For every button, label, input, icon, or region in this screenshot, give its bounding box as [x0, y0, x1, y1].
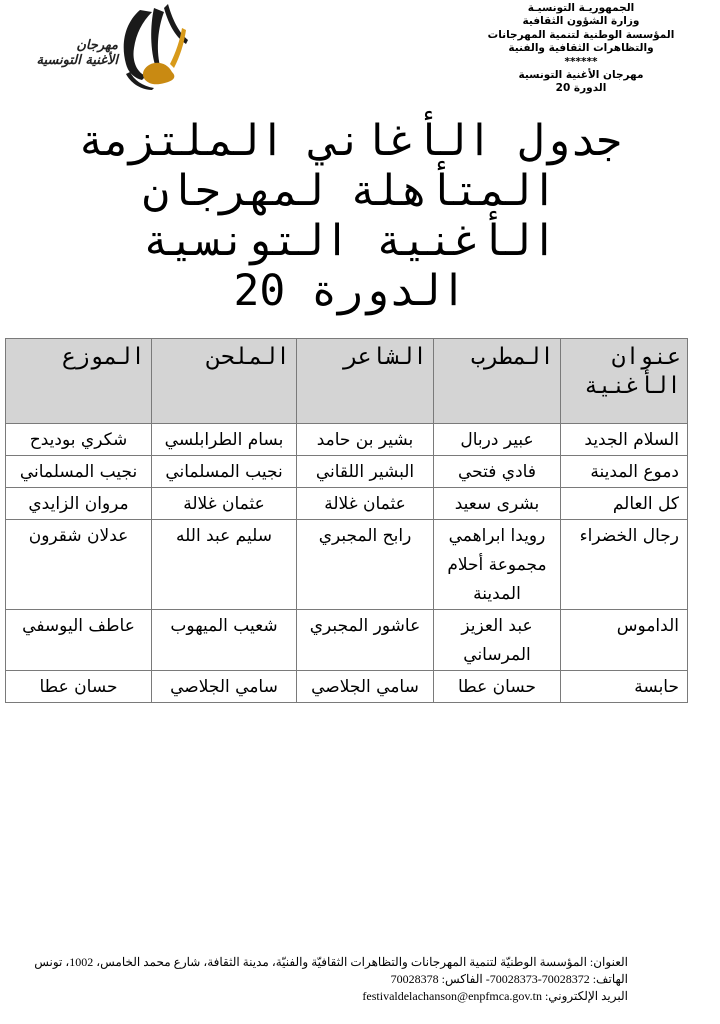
header-line: وزارة الشؤون الثقافية: [522, 15, 640, 28]
logo-line-2: الأغنية التونسية: [36, 53, 118, 68]
footer-address: العنوان: المؤسسة الوطنيّة لتنمية المهرجانات والتظاهرات الثقافيّة والفنيّة، مدينة الثقافة، شارع محمد الخامس، 1002، تونس: [34, 955, 628, 969]
cell-song-title: كل العالم: [561, 488, 688, 520]
header-line: مهرجان الأغنية التونسية: [518, 69, 644, 82]
cell-singer: فادي فتحي: [434, 456, 561, 488]
footer-email: البريد الإلكتروني: festivaldelachanson@enpfmca.gov.tn: [362, 989, 628, 1003]
document-title: [30, 116, 670, 316]
footer-phone: الهاتف: 70028372-70028373- الفاكس: 70028378: [390, 972, 628, 986]
header-line: المؤسسة الوطنية لتنمية المهرجانات: [487, 28, 675, 41]
footer-contact: [28, 954, 628, 1005]
cell-arranger: حسان عطا: [6, 671, 152, 703]
header-composer: الملحن: [152, 339, 297, 424]
cell-poet: رابح المجبري: [297, 520, 434, 610]
header-song-title: عنوان الأغنية: [561, 339, 688, 424]
cell-singer: بشرى سعيد: [434, 488, 561, 520]
cell-composer: نجيب المسلماني: [152, 456, 297, 488]
header-poet: الشاعر: [297, 339, 434, 424]
cell-arranger: نجيب المسلماني: [6, 456, 152, 488]
table-row: [6, 671, 688, 703]
cell-arranger: شكري بوديدح: [6, 424, 152, 456]
cell-composer: شعيب الميهوب: [152, 610, 297, 671]
table-row: [6, 488, 688, 520]
table-row: [6, 610, 688, 671]
table-row: [6, 520, 688, 610]
cell-singer: رويدا ابراهمي مجموعة أحلام المدينة: [434, 520, 561, 610]
cell-poet: بشير بن حامد: [297, 424, 434, 456]
cell-arranger: عدلان شقرون: [6, 520, 152, 610]
cell-song-title: الداموس: [561, 610, 688, 671]
cell-poet: عاشور المجبري: [297, 610, 434, 671]
cell-composer: عثمان غلالة: [152, 488, 297, 520]
cell-singer: حسان عطا: [434, 671, 561, 703]
title-line: الأغنية التونسية: [142, 216, 558, 266]
logo-line-1: مهرجان: [76, 38, 118, 53]
title-line: الدورة 20: [233, 266, 467, 316]
header-line: والتظاهرات الثقافية والفنية: [508, 42, 654, 55]
cell-poet: سامي الجلاصي: [297, 671, 434, 703]
logo-text: [22, 38, 118, 68]
cell-arranger: مروان الزايدي: [6, 488, 152, 520]
table-row: [6, 424, 688, 456]
header-separator: ******: [564, 55, 598, 68]
cell-composer: سامي الجلاصي: [152, 671, 297, 703]
cell-song-title: دموع المدينة: [561, 456, 688, 488]
ministry-header: [456, 2, 706, 96]
cell-composer: بسام الطرابلسي: [152, 424, 297, 456]
cell-song-title: السلام الجديد: [561, 424, 688, 456]
header-line: الدورة 20: [555, 82, 607, 95]
cell-poet: عثمان غلالة: [297, 488, 434, 520]
songs-table: [5, 338, 688, 703]
table-row: [6, 456, 688, 488]
title-line: جدول الأغاني الملتزمة: [78, 116, 622, 166]
cell-singer: عبد العزيز المرساني: [434, 610, 561, 671]
cell-arranger: عاطف اليوسفي: [6, 610, 152, 671]
cell-song-title: حابسة: [561, 671, 688, 703]
header-line: الجمهوريـة التونسيـة: [527, 2, 635, 14]
cell-composer: سليم عبد الله: [152, 520, 297, 610]
header-arranger: الموزع: [6, 339, 152, 424]
cell-poet: البشير اللقاني: [297, 456, 434, 488]
cell-singer: عبير دربال: [434, 424, 561, 456]
table-header-row: [6, 339, 688, 424]
title-line: المتأهلة لمهرجان: [142, 166, 558, 216]
header-singer: المطرب: [434, 339, 561, 424]
cell-song-title: رجال الخضراء: [561, 520, 688, 610]
